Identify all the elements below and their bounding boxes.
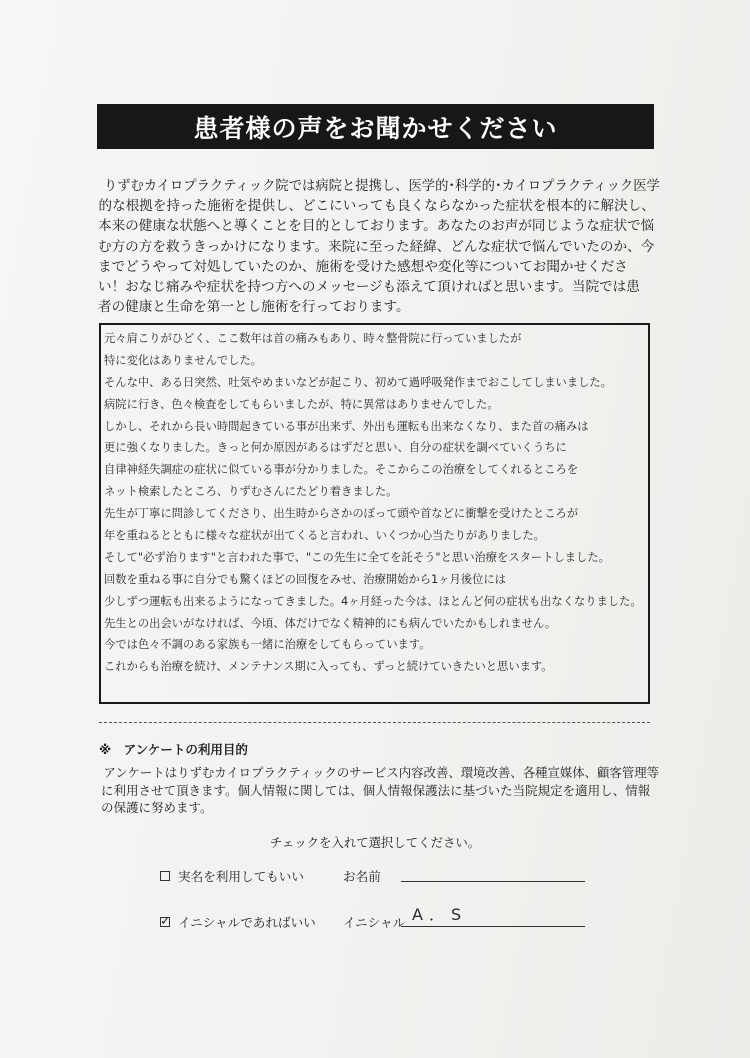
option-real-name[interactable] — [160, 866, 304, 885]
handwritten-line: 特に変化はありませんでした。 — [104, 352, 263, 367]
option-initials[interactable] — [160, 912, 316, 931]
real-name-label: 実名を利用してもいい — [178, 869, 304, 884]
purpose-line: に利用させて頂きます。個人情報に関しては、個人情報保護法に基づいた当院規定を適用し、情報 — [100, 782, 651, 798]
initials-checkbox[interactable] — [160, 913, 171, 929]
intro-line: 者の健康と生命を第一とし施術を行っております。 — [98, 299, 410, 316]
name-field[interactable] — [401, 881, 585, 882]
intro-line: い！おなじ痛みや症状を持つ方へのメッセージも添えて頂ければと思います。当院では患 — [98, 279, 640, 296]
initials-field-label: イニシャル — [343, 915, 406, 930]
check-mark-icon: ✓ — [160, 913, 171, 929]
intro-line: 本来の健康な状態へと導くことを目的としております。あなたのお声が同じような症状で悩 — [98, 218, 655, 235]
handwritten-line: しかし、それから長い時間起きている事が出来ず、外出も運転も出来なくなり、また首の痛みは — [104, 418, 589, 433]
handwritten-line: 年を重ねるとともに様々な症状が出てくると言われ、いくつか心当たりがありました。 — [104, 528, 545, 543]
handwritten-line: 先生との出会いがなければ、今頃、体だけでなく精神的にも病んでいたかもしれません。 — [104, 615, 557, 630]
handwritten-line: 病院に行き、色々検査をしてもらいましたが、特に異常はありませんでした。 — [104, 396, 499, 411]
handwritten-line: 元々肩こりがひどく、ここ数年は首の痛みもあり、時々整骨院に行っていましたが — [104, 331, 522, 345]
handwritten-line: 更に強くなりました。きっと何か原因があるはずだと思い、自分の症状を調べていくうちに — [104, 440, 567, 455]
intro-text — [98, 176, 660, 317]
intro-line: む方の方を救うきっかけになります。来院に至った経緯、どんな症状で悩んでいたのか、今 — [98, 238, 655, 255]
purpose-heading: ※ アンケートの利用目的 — [99, 742, 248, 757]
purpose-line: アンケートはりずむカイロプラクティックのサービス内容改善、環境改善、各種宣媒体、顧客管理等 — [103, 765, 660, 780]
handwritten-answer — [104, 328, 649, 678]
handwritten-line: そして"必ず治ります"と言われた事で、"この先生に全てを託そう"と思い治療をスタートしました。 — [104, 549, 610, 564]
page-title: 患者様の声をお聞かせください — [97, 104, 654, 149]
initials-field-value: A．S — [412, 905, 468, 924]
intro-line: りずむカイロプラクティック院では病院と提携し、医学的･科学的･カイロプラクティック医学 — [103, 178, 660, 194]
handwritten-line: 回数を重ねる事に自分でも驚くほどの回復をみせ、治療開始から1ヶ月後位には — [104, 571, 506, 586]
handwritten-line: 先生が丁寧に問診してくださり、出生時からさかのぼって頭や首などに衝撃を受けたところが — [104, 506, 579, 521]
intro-line: 的な根拠を持った施術を提供し、どこにいっても良くならなかった症状を根本的に解決し、 — [98, 198, 655, 215]
handwritten-line: そんな中、ある日突然、吐気やめまいなどが起こり、初めて過呼吸発作までおこしてしまいました。 — [104, 374, 612, 389]
real-name-checkbox[interactable] — [160, 871, 170, 881]
purpose-text — [99, 764, 659, 817]
section-divider — [99, 722, 650, 723]
handwritten-line: 少しずつ運転も出来るようになってきました。4ヶ月経った今は、ほとんど何の症状も出なくなりました。 — [104, 593, 642, 608]
initials-label: イニシャルであればいい — [178, 915, 316, 930]
handwritten-line: これからも治療を続け、メンテナンス期に入っても、ずっと続けていきたいと思います。 — [104, 659, 553, 674]
intro-line: までどうやって対処していたのか、施術を受けた感想や変化等についてお聞かせくださ — [98, 258, 628, 275]
name-field-label: お名前 — [343, 869, 381, 884]
check-prompt: チェックを入れて選択してください。 — [269, 835, 481, 850]
purpose-line: の保護に努めます。 — [100, 800, 213, 816]
initials-field[interactable] — [401, 926, 585, 927]
handwritten-line: 今では色々不調のある家族も一緒に治療をしてもらっています。 — [104, 637, 431, 652]
handwritten-line: 自律神経失調症の症状に似ている事が分かりました。そこからこの治療をしてくれるところを — [104, 462, 579, 477]
handwritten-line: ネット検索したところ、りずむさんにたどり着きました。 — [104, 484, 398, 499]
